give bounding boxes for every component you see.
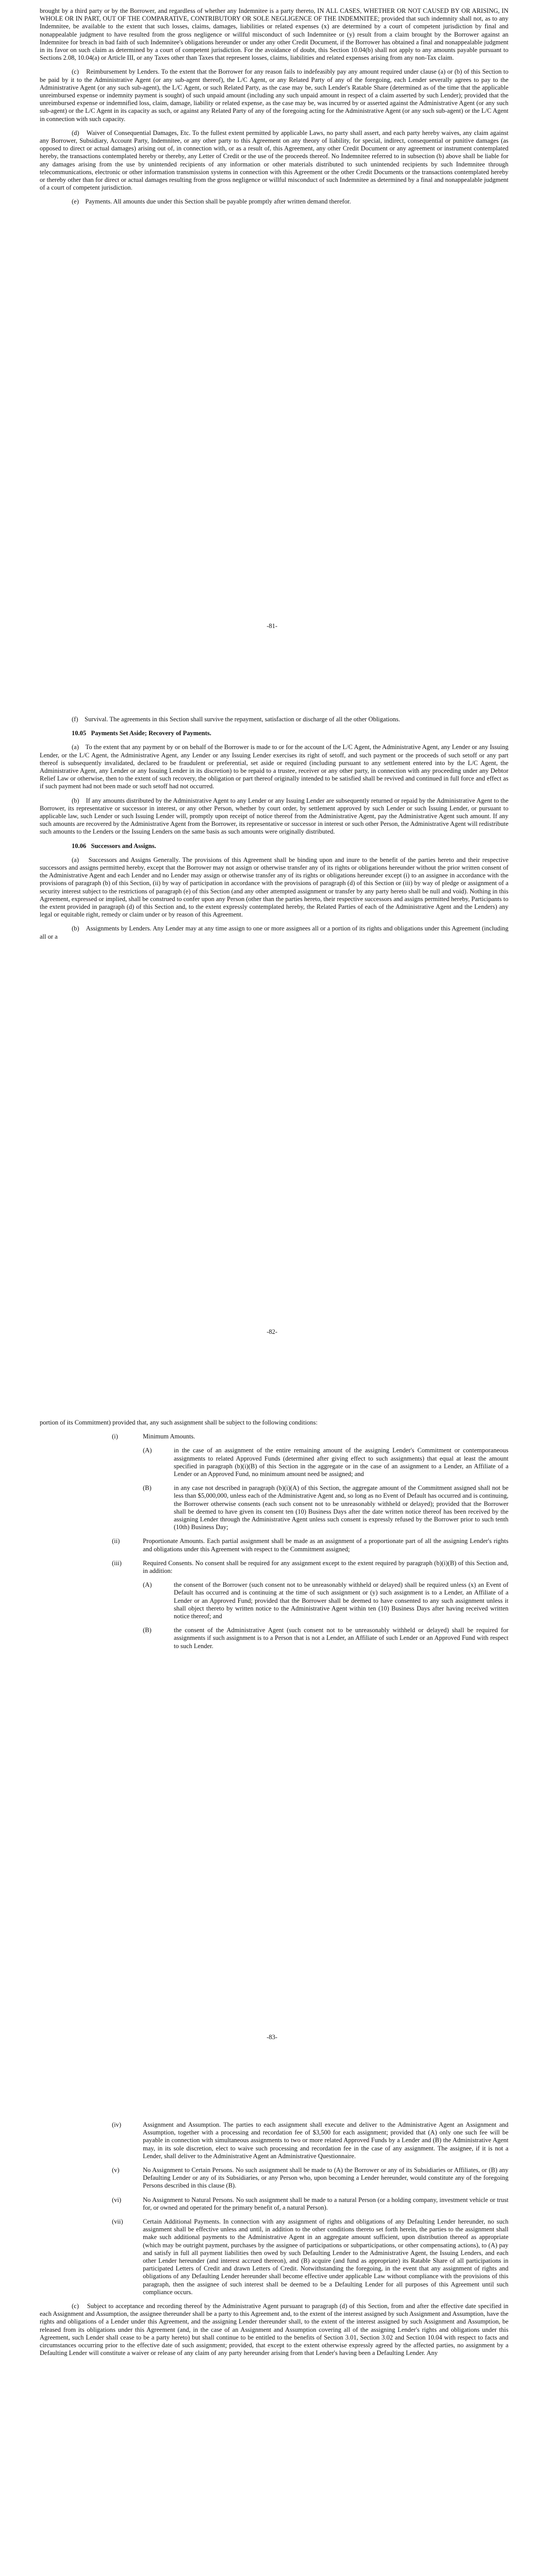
list-item — [40, 2218, 508, 2296]
list-text: Required Consents. No consent shall be required for any assignment except to the extent required by paragraph (b)(i)(B) of this Section and, in addition: — [143, 1559, 508, 1575]
list-label: (A) — [143, 1581, 152, 1589]
list-label: (A) — [143, 1447, 152, 1454]
section-heading: 10.06 Successors and Assigns. — [72, 842, 156, 850]
page-84 — [0, 2110, 544, 2576]
paragraph: (a) To the extent that any payment by or on behalf of the Borrower is made to or for the account of the L/C Agent, the Administrative Agent, any Lender or any Issuing Lender, or the L/C Agent, the Administrative Agent, any Lender or any Issuing Lender exercises its right of setoff, and such payment or the proceeds of such setoff or any part thereof is subsequently invalidated, declared to be fraudulent or preferential, set aside or required (including pursuant to any settlement entered into by the L/C Agent, the Administrative Agent, any Lender or any Issuing Lender in its discretion) to be repaid to a trustee, receiver or any other party, in connection with any proceeding under any Debtor Relief Law or otherwise, then to the extent of such recovery, the obligation or part thereof originally intended to be satisfied shall be revived and continued in full force and effect as if such payment had not been made or such setoff had not occurred. — [40, 743, 508, 790]
paragraph: (d) Waiver of Consequential Damages, Etc. To the fullest extent permitted by applicable Laws, no party shall assert, and each party hereby waives, any claim against any Borrower, Subsidiary, Account Party, Indemnitee, or any other party to this Agreement on any theory of liability, for special, indirect, consequential or punitive damages (as opposed to direct or actual damages) arising out of, in connection with, or as a result of, this Agreement, any other Credit Document or any agreement or instrument contemplated hereby, the transactions contemplated hereby or thereby, any Letter of Credit or the use of the proceeds thereof. No Indemnitee referred to in subsection (b) above shall be liable for any damages arising from the use by unintended recipients of any information or other materials distributed to such unintended recipients by such Indemnitee through telecommunications, electronic or other information transmission systems in connection with this Agreement or the other Credit Documents or the transactions contemplated hereby or thereby other than for direct or actual damages resulting from the gross negligence or willful misconduct of such Indemnitee as determined by a final and nonappealable judgment of a court of competent jurisdiction. — [40, 129, 508, 192]
paragraph: (f) Survival. The agreements in this Section shall survive the repayment, satisfaction or discharge of all the other Obligations. — [72, 716, 400, 723]
list-label: (B) — [143, 1626, 152, 1634]
sub-list-item — [40, 1626, 508, 1650]
list-text: Assignment and Assumption. The parties to each assignment shall execute and deliver to the Administrative Agent an Assignment and Assumption, together with a processing and recordation fee of $3,500 for each assignment; provided that (A) only one such fee will be payable in connection with simultaneous assignments to two or more related Approved Funds by a Lender and (B) the Administrative Agent may, in its sole discretion, elect to waive such processing and recordation fee in the case of any assignment. The assignee, if it is not a Lender, shall deliver to the Administrative Agent an Administrative Questionnaire. — [143, 2121, 508, 2160]
list-item — [40, 1560, 508, 1575]
list-text: No Assignment to Natural Persons. No such assignment shall be made to a natural Person (or a holding company, investment vehicle or trust for, or owned and operated for the primary benefit of, a natural Person). — [143, 2196, 508, 2211]
page-content — [40, 7, 508, 212]
list-label: (vii) — [112, 2218, 123, 2226]
page-number: -81- — [267, 622, 277, 630]
list-item — [40, 1537, 508, 1553]
paragraph: brought by a third party or by the Borrower, and regardless of whether any Indemnitee is a party thereto, IN ALL CASES, WHETHER OR NOT CAUSED BY OR ARISING, IN WHOLE OR IN PART, OUT OF THE COMPARATIVE, CONTRIBUTORY OR SOLE NEGLIGENCE OF THE INDEMNITEE; provided that such indemnity shall not, as to any Indemnitee, be available to the extent that such losses, claims, damages, liabilities or related expenses (x) are determined by a court of competent jurisdiction by final and nonappealable judgment to have resulted from the gross negligence or willful misconduct of such Indemnitee or (y) result from a claim brought by the Borrower against an Indemnitee for breach in bad faith of such Indemnitee's obligations hereunder or under any other Credit Document, if the Borrower has obtained a final and nonappealable judgment in its favor on such claim as determined by a court of competent jurisdiction. For the avoidance of doubt, this Section 10.04(b) shall not apply to any amounts payable pursuant to Sections 2.08, 10.04(a) or Article III, or any Taxes other than Taxes that represent losses, claims, liabilities and related expenses arising from any non-Tax claim. — [40, 7, 508, 62]
sub-list-item — [40, 1581, 508, 1620]
list-text: in any case not described in paragraph (b)(i)(A) of this Section, the aggregate amount of the Commitment assigned shall not be less than $5,000,000, unless each of the Administrative Agent and, so long as no Event of Default has occurred and is continuing, the Borrower otherwise consents (each such consent not to be unreasonably withheld or delayed); provided that the Borrower shall be deemed to have given its consent ten (10) Business Days after the date written notice thereof has been received by the assigning Lender through the Administrative Agent unless such consent is expressly refused by the Borrower prior to such tenth (10th) Business Day; — [174, 1484, 508, 1531]
list-label: (iv) — [112, 2121, 122, 2128]
list-item — [40, 2121, 508, 2160]
section-heading: 10.05 Payments Set Aside; Recovery of Payments. — [72, 730, 211, 737]
list-label: (v) — [112, 2166, 120, 2174]
list-text: the consent of the Administrative Agent (such consent not to be unreasonably withheld or delayed) shall be required for assignments if such assignment is to a Person that is not a Lender, an Affiliate of such Lender or an Approved Fund with respect to such Lender. — [174, 1626, 508, 1650]
list-label: (iii) — [112, 1559, 122, 1567]
page-content — [40, 2121, 508, 2363]
list-text: in the case of an assignment of the entire remaining amount of the assigning Lender's Commitment or contemporaneous assignments to related Approved Funds (determined after giving effect to such assignments) that equal at least the amount specified in paragraph (b)(i)(B) of this Section in the aggregate or in the case of an assignment to a Lender, an Affiliate of a Lender or an Approved Fund, no minimum amount need be assigned; and — [174, 1447, 508, 1478]
paragraph: (a) Successors and Assigns Generally. The provisions of this Agreement shall be binding upon and inure to the benefit of the parties hereto and their respective successors and assigns permitted hereby, except that the Borrower may not assign or otherwise transfer any of its rights or obligations hereunder without the prior written consent of the Administrative Agent and each Lender and no Lender may assign or otherwise transfer any of its rights or obligations hereunder except (i) to an assignee in accordance with the provisions of paragraph (b) of this Section, (ii) by way of participation in accordance with the provisions of paragraph (d) of this Section or (iii) by way of pledge or assignment of a security interest subject to the restrictions of paragraph (e) of this Section (and any other attempted assignment or transfer by any party hereto shall be null and void). Nothing in this Agreement, expressed or implied, shall be construed to confer upon any Person (other than the parties hereto, their respective successors and assigns permitted hereby, Participants to the extent provided in paragraph (d) of this Section and, to the extent expressly contemplated hereby, the Related Parties of each of the Administrative Agent and the Lenders) any legal or equitable right, remedy or claim under or by reason of this Agreement. — [40, 856, 508, 919]
page-81 — [0, 0, 544, 703]
list-text: Minimum Amounts. — [143, 1433, 195, 1440]
page-83 — [0, 1406, 544, 2110]
paragraph: portion of its Commitment) provided that, any such assignment shall be subject to the following conditions: — [40, 1419, 318, 1426]
page-82 — [0, 703, 544, 1406]
sub-list-item — [40, 1447, 508, 1478]
paragraph: (b) Assignments by Lenders. Any Lender may at any time assign to one or more assignees all or a portion of its rights and obligations under this Agreement (including all or a — [40, 925, 508, 940]
page-content — [40, 1419, 508, 1656]
list-label: (B) — [143, 1484, 152, 1492]
paragraph: (c) Reimbursement by Lenders. To the extent that the Borrower for any reason fails to indefeasibly pay any amount required under clause (a) or (b) of this Section to be paid by it to the Administrative Agent (or any sub-agent thereof), the L/C Agent, or any Related Party of any of the foregoing, each Lender severally agrees to pay to the Administrative Agent (or any such sub-agent), the L/C Agent, or such Related Party, as the case may be, such Lender's Ratable Share (determined as of the time that the applicable unreimbursed expense or indemnity payment is sought) of such unpaid amount (including any such unpaid amount in respect of a claim asserted by such Lender); provided that the unreimbursed expense or indemnified loss, claim, damage, liability or related expense, as the case may be, was incurred by or asserted against the Administrative Agent (or any such sub-agent) or the L/C Agent in its capacity as such, or against any Related Party of any of the foregoing acting for the Administrative Agent (or any such sub-agent) or the L/C Agent in connection with such capacity. — [40, 68, 508, 123]
list-label: (ii) — [112, 1537, 120, 1545]
list-item — [40, 2166, 508, 2190]
list-text: Proportionate Amounts. Each partial assignment shall be made as an assignment of a proportionate part of all the assigning Lender's rights and obligations under this Agreement with respect to the Commitment assigned; — [143, 1537, 508, 1553]
list-item — [40, 2196, 508, 2212]
list-text: Certain Additional Payments. In connection with any assignment of rights and obligations of any Defaulting Lender hereunder, no such assignment shall be effective unless and until, in addition to the other conditions thereto set forth herein, the parties to the assignment shall make such additional payments to the Administrative Agent in an aggregate amount sufficient, upon distribution thereof as appropriate (which may be outright payment, purchases by the assignee of participations or subparticipations, or other compensating actions), to (A) pay and satisfy in full all payment liabilities then owed by such Defaulting Lender to the Administrative Agent, the Issuing Lenders, and each other Lender hereunder (and interest accrued thereon), and (B) acquire (and fund as appropriate) its Ratable Share of all participations in participated Letters of Credit and drawn Letters of Credit. Notwithstanding the foregoing, in the event that any assignment of rights and obligations of any Defaulting Lender hereunder shall become effective under applicable Law without compliance with the provisions of this paragraph, then the assignee of such interest shall be deemed to be a Defaulting Lender for all purposes of this Agreement until such compliance occurs. — [143, 2218, 508, 2296]
paragraph: (b) If any amounts distributed by the Administrative Agent to any Lender or any Issuing Lender are subsequently returned or repaid by the Administrative Agent to the Borrower, its representative or successor in interest, or any other Person, whether by court order, by settlement approved by such Lender or such Issuing Lender, or pursuant to applicable law, such Lender or such Issuing Lender will, promptly upon receipt of notice thereof from the Administrative Agent, pay the Administrative Agent such amount. If any such amounts are recovered by the Administrative Agent from the Borrower, its representative or successor in interest or such other Person, the Administrative Agent will redistribute such amounts to the Lenders or the Issuing Lenders on the same basis as such amounts were originally distributed. — [40, 796, 508, 836]
list-text: the consent of the Borrower (such consent not to be unreasonably withheld or delayed) shall be required unless (x) an Event of Default has occurred and is continuing at the time of such assignment or (y) such assignment is to a Lender, an Affiliate of a Lender or an Approved Fund; provided that the Borrower shall be deemed to have consented to any such assignment unless it shall object thereto by written notice to the Administrative Agent within ten (10) Business Days after having received written notice thereof; and — [174, 1581, 508, 1620]
page-content — [40, 716, 508, 947]
page-number: -83- — [267, 2033, 277, 2041]
page-number: -82- — [267, 1328, 277, 1335]
list-label: (i) — [112, 1433, 118, 1440]
list-label: (vi) — [112, 2196, 122, 2204]
sub-list-item — [40, 1484, 508, 1531]
paragraph: (e) Payments. All amounts due under this Section shall be payable promptly after written demand therefor. — [72, 198, 351, 206]
list-item — [40, 1433, 508, 1440]
list-text: No Assignment to Certain Persons. No such assignment shall be made to (A) the Borrower or any of its Subsidiaries or Affiliates, or (B) any Defaulting Lender or any of its Subsidiaries, or any Person who, upon becoming a Lender hereunder, would constitute any of the foregoing Persons described in this clause (B). — [143, 2166, 508, 2190]
paragraph: (c) Subject to acceptance and recording thereof by the Administrative Agent pursuant to paragraph (d) of this Section, from and after the effective date specified in each Assignment and Assumption, the assignee thereunder shall be a party to this Agreement and, to the extent of the interest assigned by such Assignment and Assumption, have the rights and obligations of a Lender under this Agreement, and the assigning Lender thereunder shall, to the extent of the interest assigned by such Assignment and Assumption, be released from its obligations under this Agreement (and, in the case of an Assignment and Assumption covering all of the assigning Lender's rights and obligations under this Agreement, such Lender shall cease to be a party hereto) but shall continue to be entitled to the benefits of Section 3.01, Section 3.02 and Section 10.04 with respect to facts and circumstances occurring prior to the effective date of such assignment; provided, that except to the extent otherwise expressly agreed by the affected parties, no assignment by a Defaulting Lender will constitute a waiver or release of any claim of any party hereunder arising from that Lender's having been a Defaulting Lender. Any — [40, 2302, 508, 2357]
